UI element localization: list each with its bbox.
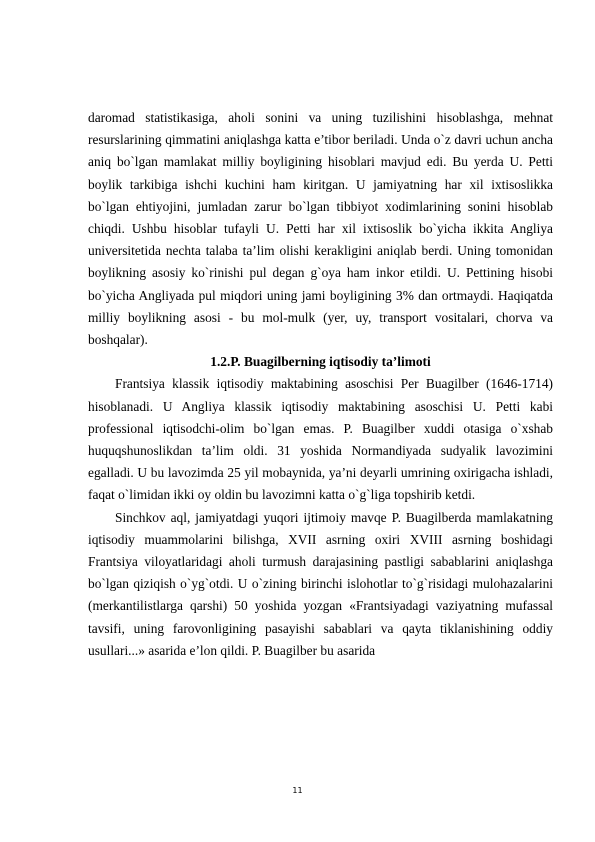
page-number: 11 — [292, 786, 303, 795]
document-body — [88, 107, 553, 662]
paragraph-boisguilbert-work: Sinchkov aql, jamiyatdagi yuqori ijtimoiy mavqe P. Buagilberda mamlakatning iqtisodiy muammolarini bilishga, XVII asrning oxiri XVIII asrning boshidagi Frantsiya viloyatlaridagi aholi turmush darajasining pastligi sabablarini aniqlashga bo`lgan qiziqish o`yg`otdi. U o`zining birinchi islohotlar to`g`risidagi mulohazalarini (merkantilistlarga qarshi) 50 yoshida yozgan «Frantsiyadagi vaziyatning mufassal tavsifi, uning farovonligining pasayishi sabablari va qayta tiklanishining oddiy usullari...» asarida e’lon qildi. P. Buagilber bu asarida — [88, 509, 553, 658]
paragraph-petti-wealth: daromad statistikasiga, aholi sonini va uning tuzilishini hisoblashga, mehnat resurslarining qimmatini aniqlashga katta e’tibor beriladi. Unda o`z davri uchun ancha aniq bo`lgan mamlakat milliy boyligining hisoblari mavjud edi. Bu yerda U. Petti boylik tarkibiga ishchi kuchini ham kiritgan. U jamiyatning har xil ixtisoslikka bo`lgan ehtiyojini, jumladan zarur bo`lgan tibbiyot xodimlarining sonini hisoblab chiqdi. Ushbu hisoblar tufayli U. Petti har xil ixtisoslik bo`yicha ikkita Angliya universitetida nechta talaba ta’lim olishi kerakligini aniqlab berdi. Uning tomonidan boylikning asosiy ko`rinishi pul degan g`oya ham inkor etildi. U. Pettining hisobi bo`yicha Angliyada pul miqdori uning jami boyligining 3% dan ortmaydi. Haqiqatda milliy boylikning asosi - bu mol-mulk (yer, uy, transport vositalari, chorva va boshqalar). — [88, 110, 553, 348]
paragraph-boisguilbert-intro: Frantsiya klassik iqtisodiy maktabining asoschisi Per Buagilber (1646-1714) hisoblanadi. U Angliya klassik iqtisodiy maktabining asoschisi U. Petti kabi professional iqtisodchi-olim bo`lgan emas. P. Buagilber xuddi otasiga o`xshab huquqshunoslikdan ta’lim oldi. 31 yoshida Normandiyada sudyalik lavozimini egalladi. U bu lavozimda 25 yil mobaynida, ya’ni deyarli umrining oxirigacha ishladi, faqat o`limidan ikki oy oldin bu lavozimni katta o`g`liga topshirib ketdi. — [88, 376, 553, 503]
section-heading: 1.2.P. Buagilberning iqtisodiy ta’limoti — [210, 354, 431, 370]
